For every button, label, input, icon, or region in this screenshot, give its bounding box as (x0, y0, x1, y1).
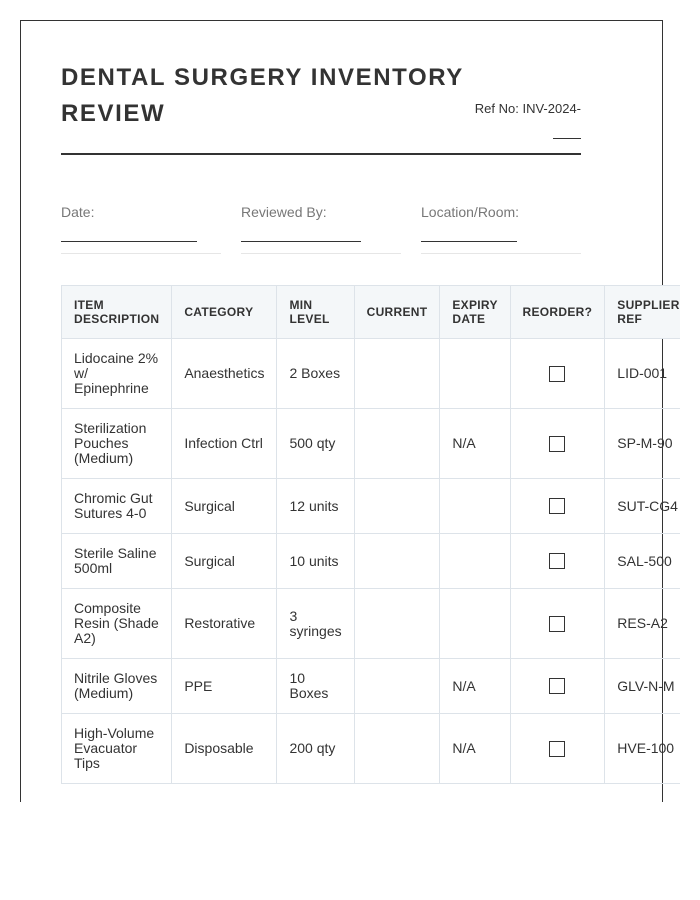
header-expiry-date: EXPIRY DATE (440, 286, 510, 339)
item-description-cell: Lidocaine 2% w/ Epinephrine (62, 339, 172, 409)
date-field[interactable] (61, 203, 221, 254)
reorder-checkbox[interactable] (549, 616, 565, 632)
min-level-cell: 12 units (277, 479, 354, 534)
reference-number (461, 96, 581, 148)
item-description-cell: Sterilization Pouches (Medium) (62, 409, 172, 479)
reorder-cell (510, 714, 605, 784)
header-min-level: MIN LEVEL (277, 286, 354, 339)
item-description-cell: High-Volume Evacuator Tips (62, 714, 172, 784)
location-label: Location/Room: (421, 204, 520, 220)
header-supplier-ref: SUPPLIER REF (605, 286, 680, 339)
supplier-ref-cell: LID-001 (605, 339, 680, 409)
category-cell: Surgical (172, 479, 277, 534)
table-header-row (62, 286, 681, 339)
table-row (62, 479, 681, 534)
table-row (62, 534, 681, 589)
min-level-cell: 200 qty (277, 714, 354, 784)
supplier-ref-cell: SP-M-90 (605, 409, 680, 479)
reorder-checkbox[interactable] (549, 366, 565, 382)
expiry-date-cell[interactable]: N/A (440, 714, 510, 784)
current-cell[interactable] (354, 409, 440, 479)
expiry-date-cell[interactable]: N/A (440, 409, 510, 479)
reviewed-by-field[interactable] (241, 203, 401, 254)
expiry-date-cell[interactable] (440, 534, 510, 589)
table-row (62, 409, 681, 479)
date-label: Date: (61, 204, 95, 220)
item-description-cell: Composite Resin (Shade A2) (62, 589, 172, 659)
reorder-checkbox[interactable] (549, 436, 565, 452)
header-category: CATEGORY (172, 286, 277, 339)
category-cell: Anaesthetics (172, 339, 277, 409)
min-level-cell: 2 Boxes (277, 339, 354, 409)
reorder-checkbox[interactable] (549, 553, 565, 569)
reorder-cell (510, 339, 605, 409)
current-cell[interactable] (354, 339, 440, 409)
reorder-cell (510, 589, 605, 659)
review-fields (61, 203, 581, 255)
expiry-date-cell[interactable] (440, 589, 510, 659)
reviewed-by-label: Reviewed By: (241, 204, 327, 220)
supplier-ref-cell: HVE-100 (605, 714, 680, 784)
category-cell: Disposable (172, 714, 277, 784)
item-description-cell: Nitrile Gloves (Medium) (62, 659, 172, 714)
category-cell: Restorative (172, 589, 277, 659)
current-cell[interactable] (354, 479, 440, 534)
table-row (62, 339, 681, 409)
location-field[interactable] (421, 203, 581, 254)
header-current: CURRENT (354, 286, 440, 339)
document-header (61, 60, 581, 155)
item-description-cell: Chromic Gut Sutures 4-0 (62, 479, 172, 534)
reorder-checkbox[interactable] (549, 498, 565, 514)
reorder-cell (510, 659, 605, 714)
table-row (62, 589, 681, 659)
table-row (62, 659, 681, 714)
current-cell[interactable] (354, 589, 440, 659)
category-cell: PPE (172, 659, 277, 714)
supplier-ref-cell: SUT-CG4 (605, 479, 680, 534)
inventory-table (61, 285, 680, 784)
expiry-date-cell[interactable] (440, 339, 510, 409)
current-cell[interactable] (354, 659, 440, 714)
reorder-cell (510, 534, 605, 589)
min-level-cell: 3 syringes (277, 589, 354, 659)
current-cell[interactable] (354, 714, 440, 784)
expiry-date-cell[interactable]: N/A (440, 659, 510, 714)
category-cell: Infection Ctrl (172, 409, 277, 479)
supplier-ref-cell: GLV-N-M (605, 659, 680, 714)
min-level-cell: 10 units (277, 534, 354, 589)
reviewed-by-blank-line[interactable] (241, 241, 361, 242)
reorder-checkbox[interactable] (549, 741, 565, 757)
min-level-cell: 10 Boxes (277, 659, 354, 714)
supplier-ref-cell: SAL-500 (605, 534, 680, 589)
expiry-date-cell[interactable] (440, 479, 510, 534)
document-title: DENTAL SURGERY INVENTORY REVIEW (61, 64, 464, 127)
location-blank-line[interactable] (421, 241, 517, 242)
category-cell: Surgical (172, 534, 277, 589)
date-blank-line[interactable] (61, 241, 197, 242)
item-description-cell: Sterile Saline 500ml (62, 534, 172, 589)
header-reorder: REORDER? (510, 286, 605, 339)
reference-number-blank[interactable] (553, 124, 581, 139)
header-item-description: ITEM DESCRIPTION (62, 286, 172, 339)
table-row (62, 714, 681, 784)
min-level-cell: 500 qty (277, 409, 354, 479)
reorder-cell (510, 409, 605, 479)
reorder-checkbox[interactable] (549, 678, 565, 694)
supplier-ref-cell: RES-A2 (605, 589, 680, 659)
reorder-cell (510, 479, 605, 534)
current-cell[interactable] (354, 534, 440, 589)
reference-label: Ref No: INV-2024- (474, 101, 581, 116)
